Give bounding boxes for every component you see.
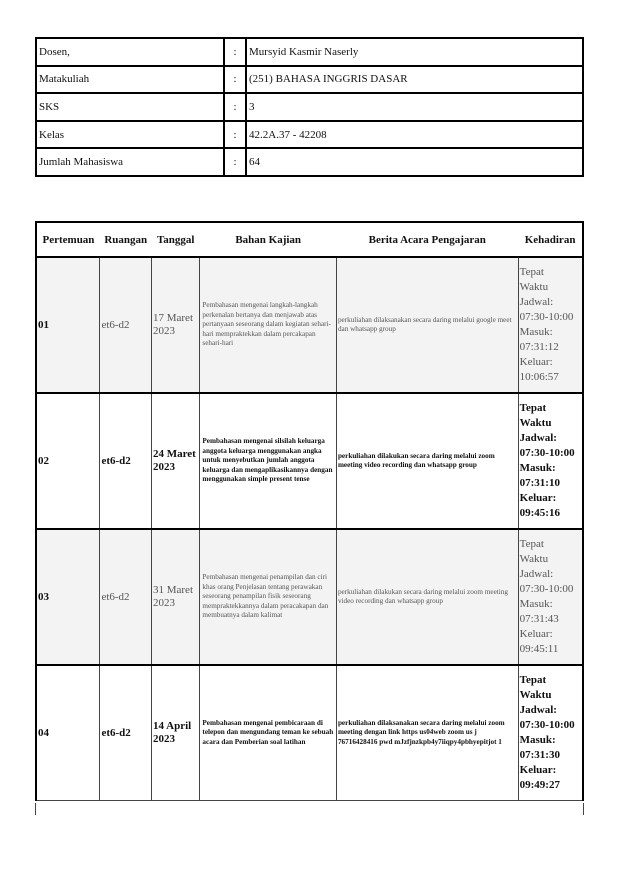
notes-cell: perkuliahan dilaksanakan secara daring melalui google meet dan whatsapp group [336,257,518,393]
info-colon: : [224,121,246,149]
room-cell: et6-d2 [100,665,152,801]
attendance-line: Keluar: [519,356,553,368]
table-row [36,393,583,529]
attendance-line: Keluar: [519,492,557,504]
info-key: Jumlah Mahasiswa [36,148,224,176]
info-key: Matakuliah [36,66,224,94]
attendance-line: 09:45:11 [519,643,559,655]
header-notes: Berita Acara Pengajaran [336,222,518,257]
meeting-number: 02 [36,393,100,529]
attendance-line: Keluar: [519,628,553,640]
info-value: 42.2A.37 - 42208 [246,121,583,149]
header-date: Tanggal [151,222,199,257]
meeting-number: 04 [36,665,100,801]
date-cell: 31 Maret 2023 [151,529,199,665]
info-colon: : [224,66,246,94]
table-continuation-line [35,803,36,815]
attendance-line: Waktu [519,689,552,701]
notes-cell: perkuliahan dilakukan secara daring melalui zoom meeting video recording dan whatsapp group [336,393,518,529]
table-header-row [36,222,583,257]
attendance-line: 09:49:27 [519,779,560,791]
attendance-line: Masuk: [519,462,556,474]
header-attendance: Kehadiran [518,222,583,257]
meetings-table [35,221,584,801]
info-key: Kelas [36,121,224,149]
attendance-line: Masuk: [519,734,556,746]
attendance-line: Tepat [519,674,547,686]
date-cell: 14 April 2023 [151,665,199,801]
attendance-line: Jadwal: [519,432,557,444]
table-row [36,665,583,801]
info-row-students [36,148,583,176]
attendance-line: Keluar: [519,764,557,776]
attendance-line: 07:31:43 [519,613,559,625]
attendance-line: Jadwal: [519,296,554,308]
attendance-line: 07:30-10:00 [519,311,574,323]
room-cell: et6-d2 [100,257,152,393]
notes-cell: perkuliahan dilakukan secara daring melalui zoom meeting video recording dan whatsapp group [336,529,518,665]
header-topic: Bahan Kajian [200,222,337,257]
info-row-credits [36,93,583,121]
info-colon: : [224,93,246,121]
topic-cell: Pembahasan mengenai penampilan dan ciri khas orang Penjelasan tentang perawakan seseorang penampilan fisik seseorang mempraktekkannya dalam peracakapan dan membuatnya dalam kalimat [200,529,337,665]
attendance-line: 07:30-10:00 [519,447,575,459]
info-value: 64 [249,156,260,169]
attendance-cell [518,393,583,529]
attendance-line: Tepat [519,266,544,278]
info-value: Mursyid Kasmir Naserly [246,38,583,66]
meeting-number: 01 [36,257,100,393]
info-value: 3 [246,93,583,121]
header-room: Ruangan [100,222,152,257]
room-cell: et6-d2 [100,529,152,665]
attendance-line: 07:30-10:00 [519,719,575,731]
topic-cell: Pembahasan mengenai pembicaraan di telepon dan mengundang teman ke sebuah acara dan Pemberian soal latihan [200,665,337,801]
attendance-line: Jadwal: [519,704,557,716]
header-meeting: Pertemuan [36,222,100,257]
topic-cell: Pembahasan mengenai langkah-langkah perkenalan bertanya dan menjawab atas pertanyaan seseorang dalam kegiatan sehari-hari mempraktekkan dalam percakapan sehari-hari [200,257,337,393]
info-key: Dosen, [36,38,224,66]
info-value: (251) BAHASA INGGRIS DASAR [246,66,583,94]
meeting-number: 03 [36,529,100,665]
attendance-cell [518,665,583,801]
attendance-line: Tepat [519,538,544,550]
attendance-cell [518,529,583,665]
attendance-line: Waktu [519,417,552,429]
table-row [36,529,583,665]
info-row-course [36,66,583,94]
date-cell: 24 Maret 2023 [151,393,199,529]
notes-cell: perkuliahan dilaksanakan secara daring melalui zoom meeting dengan link https us04web zoom us j 76716428416 pwd mJzfjnzkpb4y7iiqpy4pbhyepitjot 1 [336,665,518,801]
attendance-line: 10:06:57 [519,371,559,383]
attendance-cell [518,257,583,393]
info-colon: : [224,38,246,66]
info-colon: : [224,148,246,176]
table-continuation-line [583,803,584,815]
topic-cell: Pembahasan mengenai silsilah keluarga anggota keluarga menggunakan angka untuk menyebutkan jumlah anggota keluarga dan mengaplikasikannya dengan menggunakan simple present tense [200,393,337,529]
attendance-line: Masuk: [519,598,553,610]
attendance-line: Masuk: [519,326,553,338]
attendance-line: 07:30-10:00 [519,583,574,595]
attendance-line: Waktu [519,281,549,293]
date-cell: 17 Maret 2023 [151,257,199,393]
info-row-class [36,121,583,149]
info-key: SKS [36,93,224,121]
attendance-line: 07:31:30 [519,749,560,761]
room-cell: et6-d2 [100,393,152,529]
attendance-line: 07:31:10 [519,477,560,489]
info-row-lecturer [36,38,583,66]
attendance-line: Waktu [519,553,549,565]
table-row [36,257,583,393]
attendance-line: 09:45:16 [519,507,560,519]
attendance-line: Jadwal: [519,568,554,580]
attendance-line: 07:31:12 [519,341,559,353]
attendance-line: Tepat [519,402,547,414]
course-info-table [35,37,584,177]
